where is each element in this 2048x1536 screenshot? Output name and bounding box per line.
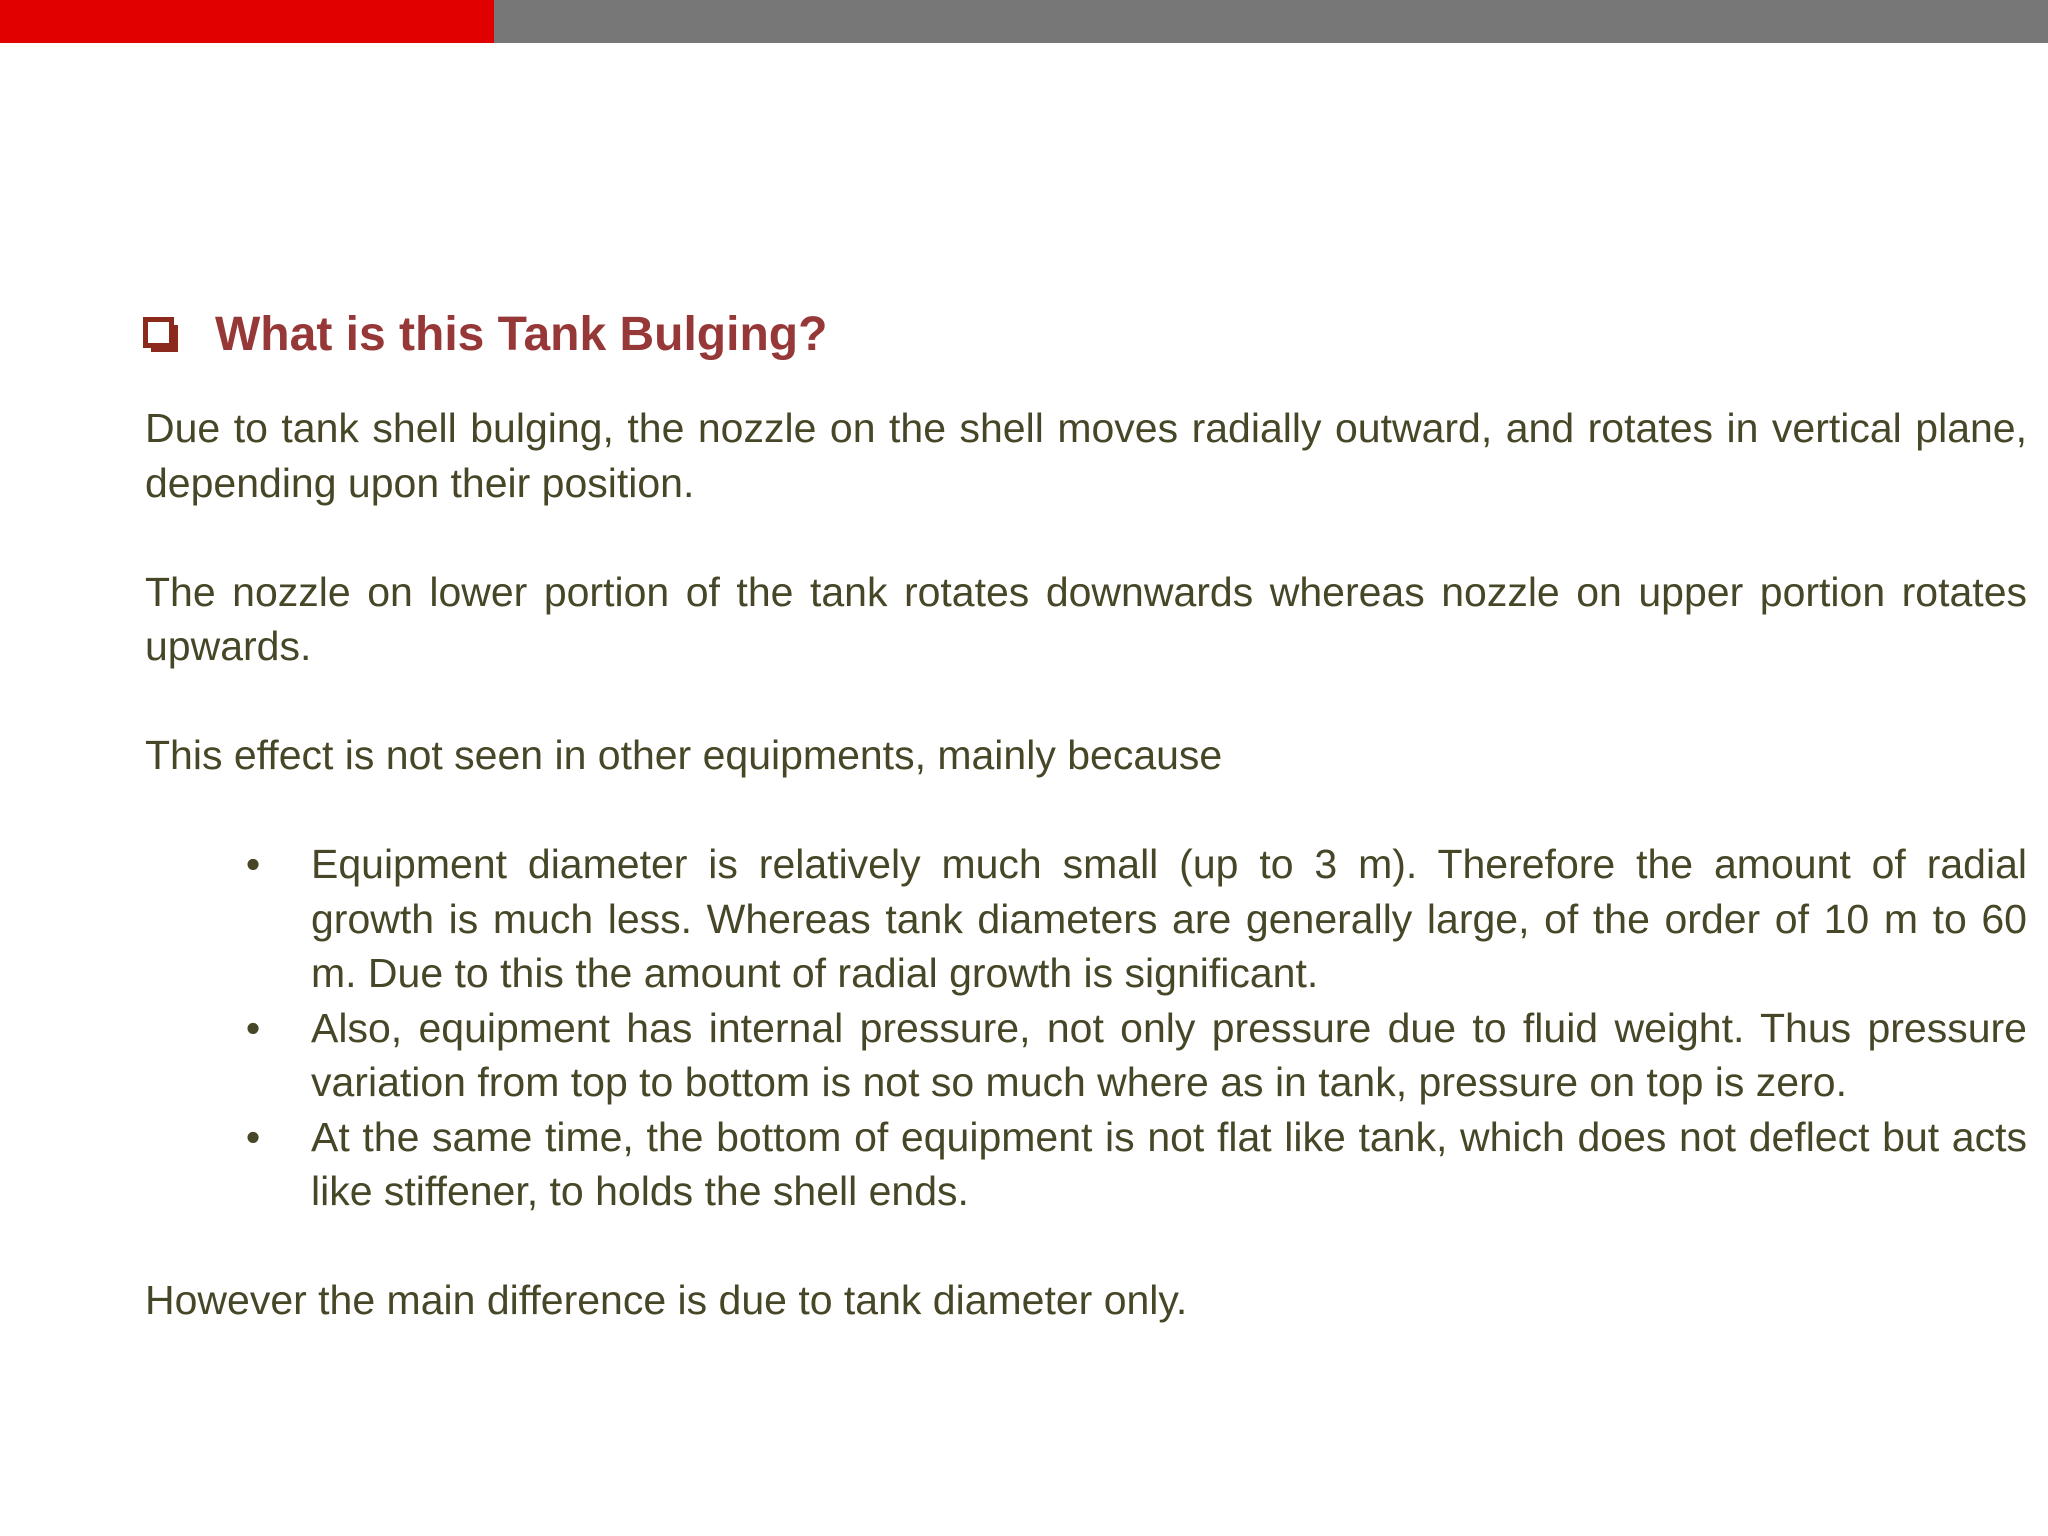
top-accent-bar-gray (494, 0, 2048, 43)
spacer (145, 674, 2027, 729)
paragraph-conclusion: However the main difference is due to tank diameter only. (145, 1277, 1188, 1323)
reason-bullet-list (145, 837, 2027, 1219)
bullet-icon: • (245, 1004, 261, 1051)
bullet-icon: • (245, 1113, 261, 1160)
slide-heading (143, 300, 827, 370)
top-accent-bar-red (0, 0, 494, 43)
paragraph-nozzle-rotation: The nozzle on lower portion of the tank rotates downwards whereas nozzle on upper portion rotates upwards. (145, 568, 2027, 669)
slide-title: What is this Tank Bulging? (215, 308, 828, 361)
bullet-text: Equipment diameter is relatively much small (up to 3 m). Therefore the amount of radial growth is much less. Whereas tank diameters are generally large, of the order of 10 m to 60 m. Due to this the amount of radial growth is significant. (311, 841, 2027, 996)
paragraph-bulging-intro: Due to tank shell bulging, the nozzle on the shell moves radially outward, and rotates in vertical plane, depending upon their position. (145, 405, 2027, 506)
slide-body (145, 401, 2027, 1328)
spacer (145, 1219, 2027, 1274)
list-item (245, 837, 2027, 1001)
checkbox-icon (143, 317, 179, 353)
bullet-icon: • (245, 841, 261, 887)
bullet-text: At the same time, the bottom of equipment is not flat like tank, which does not deflect but acts like stiffener, to holds the shell ends. (311, 1113, 2027, 1214)
spacer (145, 783, 2027, 838)
bullet-text: Also, equipment has internal pressure, not only pressure due to fluid weight. Thus pressure variation from top to bottom is not so much where as in tank, pressure on top is zero. (311, 1004, 2027, 1105)
list-item (245, 1110, 2027, 1219)
spacer (145, 510, 2027, 565)
paragraph-effect-reason: This effect is not seen in other equipments, mainly because (145, 732, 1223, 778)
list-item (245, 1001, 2027, 1110)
